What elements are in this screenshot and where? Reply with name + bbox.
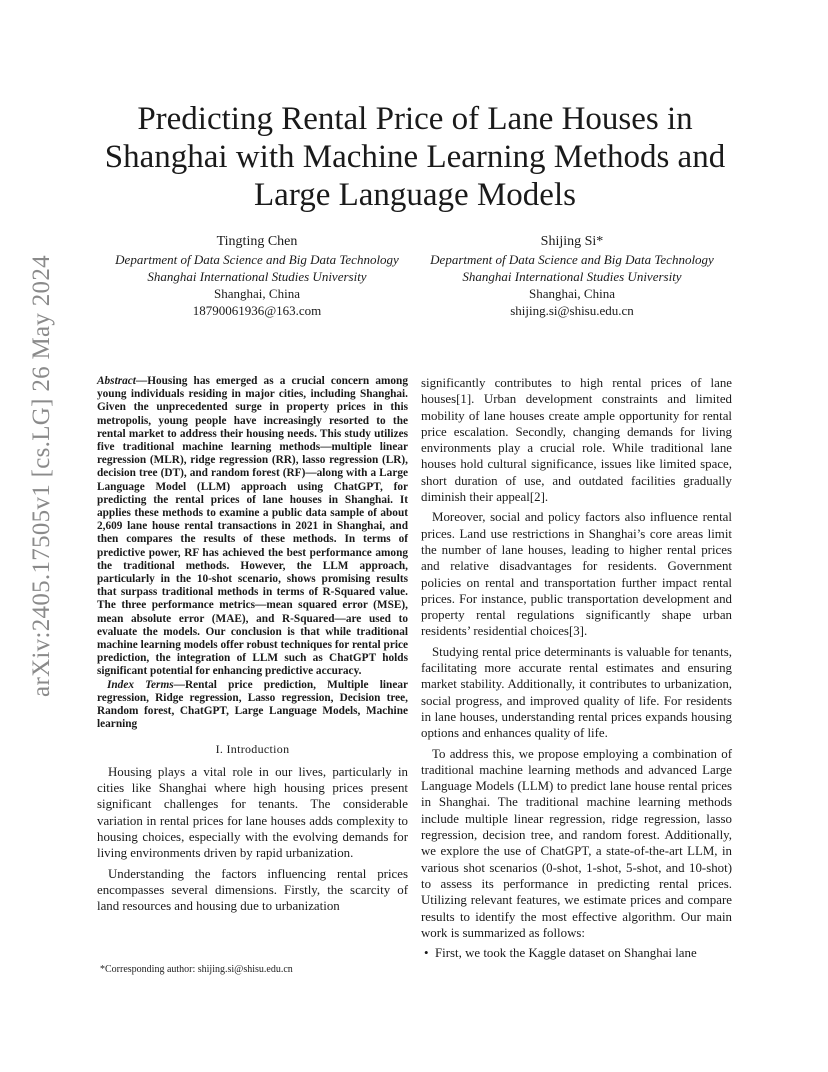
contribution-list	[421, 945, 732, 961]
section-heading: I. Introduction	[215, 742, 290, 757]
author-name: Shijing Si*	[540, 234, 604, 249]
paragraph: Moreover, social and policy factors also influence rental prices. Land use restrictions in Shanghai’s core areas limit the number of lane houses, leading to higher rental prices and relative disadvantages for residents. Government policies on rental and transportation further impact rental prices. For instance, public transportation development and property rental regulations significantly shape urban residents’ residential choices[3].	[421, 510, 732, 639]
abstract	[97, 375, 408, 679]
author-department: Department of Data Science and Big Data Technology	[115, 251, 399, 267]
paragraph: Housing plays a vital role in our lives, particularly in cities like Shanghai where high housing prices present significant challenges for tenants. The considerable variation in rental prices for lane houses adds complexity to housing choices, especially with the evolving demands for living environments driven by rapid urbanization.	[97, 764, 408, 861]
index-terms	[97, 679, 408, 732]
author-block-1	[97, 233, 417, 320]
author-email: shijing.si@shisu.edu.cn	[510, 303, 634, 319]
author-name: Tingting Chen	[216, 234, 298, 249]
right-column	[421, 375, 732, 961]
author-location: Shanghai, China	[529, 286, 615, 302]
title-line: Shanghai with Machine Learning Methods and	[104, 139, 726, 175]
bullet-icon: •	[424, 946, 429, 961]
paper-title	[90, 100, 740, 214]
author-university: Shanghai International Studies University	[462, 268, 682, 284]
author-university: Shanghai International Studies University	[147, 268, 367, 284]
index-terms-label: Index Terms	[107, 678, 174, 691]
author-location: Shanghai, China	[214, 286, 300, 302]
list-item	[424, 945, 732, 961]
author-block-2	[412, 233, 732, 320]
paragraph: To address this, we propose employing a combination of traditional machine learning methods and advanced Large Language Models (LLM) to predict lane house rental prices in Shanghai. The traditional machine learning methods include multiple linear regression, ridge regression, lasso regression, decision tree, and random forest. Additionally, we explore the use of ChatGPT, a state-of-the-art LLM, in various shot scenarios (0-shot, 1-shot, 5-shot, and 10-shot) to assess its performance in predicting rental prices. Utilizing relevant features, we estimate prices and compare results to identify the most effective algorithm. Our main work is summarized as follows:	[421, 746, 732, 940]
paragraph: significantly contributes to high rental prices of lane houses[1]. Urban development constraints and limited mobility of lane houses create ample opportunity for rental price escalation. Secondly, changing demands for living environments play a crucial role. While traditional lane houses hold cultural significance, issues like limited space, short duration of use, and outdated facilities gradually diminish their appeal[2].	[421, 376, 732, 505]
paragraph: Studying rental price determinants is valuable for tenants, facilitating more accurate rental estimates and ensuring market stability. Additionally, it contributes to urbanization, social progress, and improved quality of life. For residents in lane houses, understanding rental prices expands housing options and enhances quality of life.	[421, 644, 732, 741]
author-department: Department of Data Science and Big Data Technology	[430, 251, 714, 267]
index-terms-text: —Rental price prediction, Multiple linear regression, Ridge regression, Lasso regression, Decision tree, Random forest, ChatGPT, Large Language Models, Machine learning	[97, 678, 408, 731]
list-item-text: First, we took the Kaggle dataset on Shanghai lane	[435, 946, 697, 961]
title-line: Predicting Rental Price of Lane Houses in	[137, 101, 693, 137]
arxiv-identifier: arXiv:2405.17505v1 [cs.LG] 26 May 2024	[28, 255, 55, 697]
abstract-text: —Housing has emerged as a crucial concern among young individuals residing in major cities, including Shanghai. Given the unprecedented surge in property prices in this metropolis, young people have increasingly resorted to the rental market to address their housing needs. This study utilizes five traditional machine learning methods—multiple linear regression (MLR), ridge regression (RR), lasso regression (LR), decision tree (DT), and random forest (RF)—along with a Large Language Model (LLM) approach using ChatGPT, for predicting the rental prices of lane houses in Shanghai. It applies these methods to examine a public data sample of about 2,609 lane house rental transactions in 2021 in Shanghai, and then compares the results of these methods. In terms of predictive power, RF has achieved the best performance among the traditional methods. However, the LLM approach, particularly in the 10-shot scenario, shows promising results that surpass traditional methods in terms of R-Squared value. The three performance metrics—mean squared error (MSE), mean absolute error (MAE), and R-Squared—are used to evaluate the models. Our conclusion is that while traditional machine learning models offer robust techniques for rental price prediction, the integration of LLM such as ChatGPT holds significant potential for enhancing predictive accuracy.	[97, 375, 408, 678]
abstract-label: Abstract	[97, 375, 136, 387]
paragraph: Understanding the factors influencing rental prices encompasses several dimensions. Firstly, the scarcity of land resources and housing due to urbanization	[97, 866, 408, 914]
author-email: 18790061936@163.com	[192, 303, 322, 319]
footnote: *Corresponding author: shijing.si@shisu.edu.cn	[100, 964, 293, 975]
title-line: Large Language Models	[254, 177, 576, 213]
left-column	[97, 375, 408, 914]
